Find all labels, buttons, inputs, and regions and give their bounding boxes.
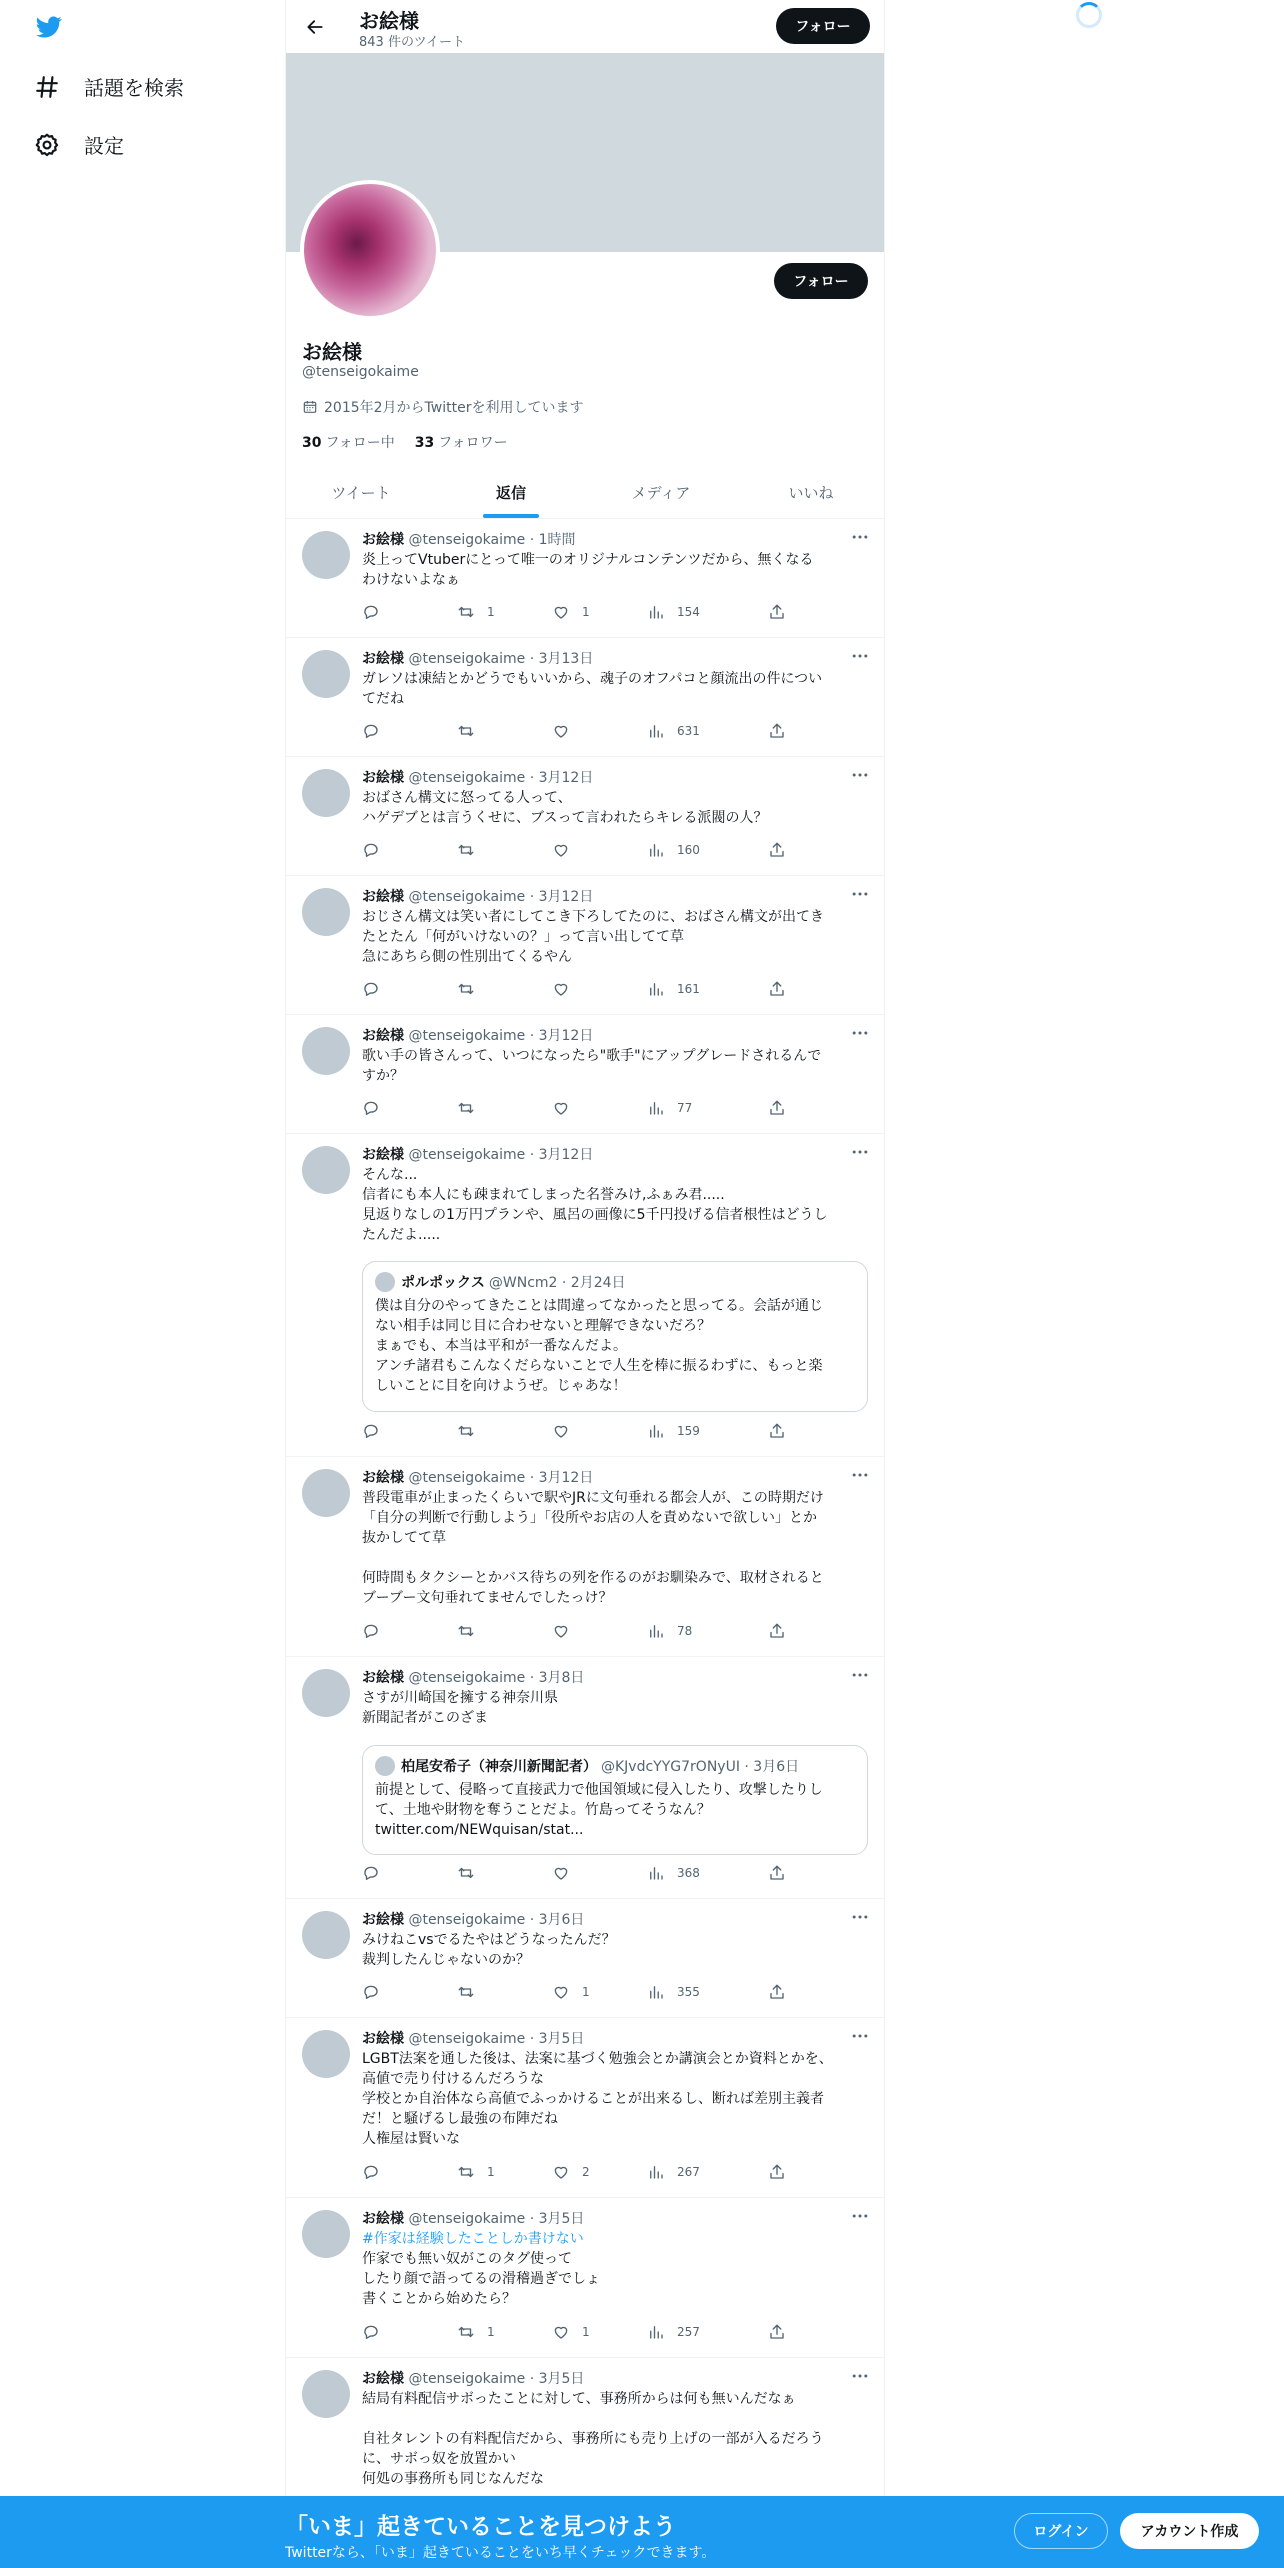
tweet-text: おじさん構文は笑い者にしてこき下ろしてたのに、おばさん構文が出てき たとたん「何がいけないの？」って言い出してて草 急にあちら側の性別出てくるやん [362, 909, 824, 965]
tweet-author-name[interactable]: お絵様 [362, 2371, 404, 2387]
tweet-avatar[interactable] [302, 650, 350, 698]
views-chart-icon [647, 1422, 665, 1440]
reply-icon [362, 1864, 380, 1882]
views-count: 77 [677, 1101, 693, 1115]
share-icon [768, 1622, 786, 1640]
tweet-author-name[interactable]: お絵様 [362, 532, 404, 548]
heart-icon [552, 603, 570, 621]
views-button[interactable] [647, 2163, 700, 2181]
heart-icon [552, 1099, 570, 1117]
profile-column [285, 0, 885, 2568]
quote-avatar [375, 1756, 395, 1776]
quote-author-name: 柏尾安希子（神奈川新聞記者） [401, 1759, 597, 1775]
tweet[interactable] [286, 2018, 885, 2198]
tweet-meta[interactable]: @tenseigokaime · 3月12日 [408, 1470, 594, 1486]
views-chart-icon [647, 1099, 665, 1117]
like-button[interactable] [552, 1422, 582, 1440]
tweet-avatar[interactable] [302, 1146, 350, 1194]
quote-header [375, 1756, 855, 1776]
profile-follow-button[interactable]: フォロー [774, 263, 868, 299]
tweet-author-name[interactable]: お絵様 [362, 651, 404, 667]
tweet-actions [362, 603, 792, 623]
tweet[interactable] [286, 1899, 885, 2018]
retweet-icon [457, 2323, 475, 2341]
retweet-count: 1 [487, 605, 495, 619]
views-chart-icon [647, 841, 665, 859]
tweet-header [362, 886, 593, 906]
tweet-author-name[interactable]: お絵様 [362, 1912, 404, 1928]
retweet-icon [457, 1099, 475, 1117]
retweet-icon [457, 722, 475, 740]
retweet-count: 1 [487, 2165, 495, 2179]
tweet-actions [362, 2163, 792, 2183]
retweet-icon [457, 1422, 475, 1440]
signup-prompt-bar [0, 2496, 1284, 2568]
like-button[interactable] [552, 2163, 590, 2181]
share-icon [768, 1099, 786, 1117]
tweet-avatar[interactable] [302, 769, 350, 817]
followers-link[interactable] [415, 432, 508, 452]
views-count: 159 [677, 1424, 700, 1438]
share-button[interactable] [768, 1864, 786, 1882]
retweet-icon [457, 1983, 475, 2001]
twitter-bird-icon[interactable] [34, 14, 64, 40]
views-button[interactable] [647, 1622, 692, 1640]
tweet-hashtag-link[interactable]: #作家は経験したことしか書けない [362, 2231, 584, 2247]
tweet-avatar[interactable] [302, 531, 350, 579]
like-button[interactable] [552, 1864, 582, 1882]
tweet-actions [362, 1099, 792, 1119]
following-link[interactable] [302, 432, 395, 452]
views-button[interactable] [647, 722, 700, 740]
tab-replies[interactable] [436, 466, 586, 518]
tweet-actions [362, 722, 792, 742]
views-count: 631 [677, 724, 700, 738]
reply-icon [362, 1099, 380, 1117]
like-count: 1 [582, 1985, 590, 1999]
reply-button[interactable] [362, 2163, 380, 2181]
tweet-actions [362, 1983, 792, 2003]
tweet-avatar[interactable] [302, 2210, 350, 2258]
views-button[interactable] [647, 1864, 700, 1882]
tweet[interactable] [286, 1457, 885, 1657]
views-button[interactable] [647, 1422, 700, 1440]
tab-replies-label: 返信 [495, 483, 526, 502]
tweet-text: そんな... 信者にも本人にも疎まれてしまった名誉みけ,ふぁみ君..... 見返りなしの1万円プランや、風呂の画像に5千円投げる信者根性はどうし たんだよ..... [362, 1167, 828, 1243]
retweet-button[interactable] [457, 1099, 487, 1117]
tweet-text: 作家でも無い奴がこのタグ使って したり顔で語ってるの滑稽過ぎでしょ 書くことから始めたら？ [362, 2251, 600, 2307]
tweet-header [362, 1144, 593, 1164]
profile-name: お絵様 [302, 340, 362, 364]
views-button[interactable] [647, 1099, 692, 1117]
nav-explore-label: 話題を検索 [84, 76, 184, 100]
views-count: 257 [677, 2325, 700, 2339]
reply-icon [362, 2323, 380, 2341]
tweet-author-name[interactable]: お絵様 [362, 770, 404, 786]
retweet-button[interactable] [457, 1422, 487, 1440]
reply-icon [362, 1622, 380, 1640]
reply-button[interactable] [362, 1983, 380, 2001]
more-options-icon[interactable] [850, 2026, 870, 2046]
tweet-text-block [362, 1930, 867, 1970]
retweet-button[interactable] [457, 1622, 487, 1640]
tweet[interactable] [286, 1015, 885, 1134]
loading-spinner-icon [1076, 2, 1102, 28]
quote-author-name: ポルポックス [401, 1275, 485, 1291]
retweet-button[interactable] [457, 1864, 487, 1882]
profile-header-bar [286, 0, 885, 53]
tweet-meta[interactable]: @tenseigokaime · 3月5日 [408, 2371, 585, 2387]
tweet-text-block [362, 1165, 867, 1245]
tab-tweets-label: ツイート [331, 483, 391, 502]
header-follow-button[interactable]: フォロー [776, 8, 870, 44]
tab-media[interactable] [586, 466, 736, 518]
tweet[interactable] [286, 638, 885, 757]
tweet-header [362, 529, 576, 549]
heart-icon [552, 1422, 570, 1440]
profile-joined [302, 397, 583, 417]
more-options-icon[interactable] [850, 884, 870, 904]
tweet-actions [362, 841, 792, 861]
profile-joined-text: 2015年2月からTwitterを利用しています [324, 400, 584, 416]
profile-stats [302, 432, 528, 452]
profile-avatar[interactable] [300, 180, 440, 320]
signup-button[interactable]: アカウント作成 [1120, 2513, 1259, 2549]
tweet-author-name[interactable]: お絵様 [362, 889, 404, 905]
quote-meta: @KJvdcYYG7rONyUI · 3月6日 [601, 1759, 800, 1775]
login-button[interactable]: ログイン [1014, 2513, 1108, 2549]
share-button[interactable] [768, 1099, 786, 1117]
tweet-header [362, 1467, 593, 1487]
views-count: 154 [677, 605, 700, 619]
tweet-meta[interactable]: @tenseigokaime · 3月12日 [408, 1147, 594, 1163]
retweet-button[interactable] [457, 722, 487, 740]
like-count: 1 [582, 605, 590, 619]
retweet-button[interactable] [457, 603, 495, 621]
views-count: 368 [677, 1866, 700, 1880]
tab-media-label: メディア [631, 483, 691, 502]
share-icon [768, 980, 786, 998]
followers-label: フォロワー [438, 435, 508, 451]
tweet-text-block [362, 1688, 867, 1728]
tweet-header [362, 2028, 584, 2048]
tab-likes-label: いいね [788, 483, 834, 502]
views-button[interactable] [647, 2323, 700, 2341]
views-button[interactable] [647, 1983, 700, 2001]
tweet-text-block [362, 2049, 867, 2149]
like-button[interactable] [552, 980, 582, 998]
tweet-text-block [362, 550, 867, 590]
heart-icon [552, 841, 570, 859]
reply-icon [362, 841, 380, 859]
reply-button[interactable] [362, 1422, 380, 1440]
heart-icon [552, 1983, 570, 2001]
back-button[interactable] [300, 12, 330, 42]
nav-settings-label: 設定 [84, 134, 124, 158]
tweet-text: おばさん構文に怒ってる人って、 ハゲデブとは言うくせに、ブスって言われたらキレる派閥の人？ [362, 790, 768, 826]
tweet-text: みけねこvsでるたやはどうなったんだ？ 裁判したんじゃないのか？ [362, 1932, 616, 1968]
active-tab-indicator [483, 514, 539, 518]
heart-icon [552, 2323, 570, 2341]
retweet-icon [457, 1622, 475, 1640]
tweet-text: 歌い手の皆さんって、いつになったら"歌手"にアップグレードされるんで すか？ [362, 1048, 822, 1084]
quote-avatar [375, 1272, 395, 1292]
retweet-icon [457, 980, 475, 998]
following-count: 30 [302, 435, 322, 451]
tweet-text-block [362, 2229, 867, 2309]
share-icon [768, 603, 786, 621]
retweet-button[interactable] [457, 2163, 495, 2181]
reply-button[interactable] [362, 1622, 380, 1640]
tweet-author-name[interactable]: お絵様 [362, 1670, 404, 1686]
header-profile-name: お絵様 [359, 9, 419, 33]
more-options-icon[interactable] [850, 1023, 870, 1043]
tweet[interactable] [286, 2358, 885, 2518]
quote-tweet[interactable] [362, 1261, 868, 1412]
share-button[interactable] [768, 2323, 786, 2341]
profile-avatar-image [304, 184, 436, 316]
tweet-meta[interactable]: @tenseigokaime · 3月5日 [408, 2031, 585, 2047]
tweet-header [362, 1909, 584, 1929]
tweet-actions [362, 1622, 792, 1642]
tweet-text: さすが川崎国を擁する神奈川県 新聞記者がこのざま [362, 1690, 558, 1726]
tweet-text-block [362, 669, 867, 709]
following-label: フォロー中 [325, 435, 395, 451]
views-count: 161 [677, 982, 700, 996]
quote-text: 前提として、侵略って直接武力で他国領域に侵入したり、攻撃したりし て、土地や財物を奪うことだよ。竹島ってそうなん？ twitter.com/NEWquisan/stat... [375, 1782, 823, 1838]
heart-icon [552, 1864, 570, 1882]
tweet-actions [362, 980, 792, 1000]
tweet-avatar[interactable] [302, 888, 350, 936]
tweet-header [362, 2368, 584, 2388]
views-chart-icon [647, 2323, 665, 2341]
quote-text: 僕は自分のやってきたことは間違ってなかったと思ってる。会話が通じ ない相手は同じ目に合わせないと理解できないだろ？ まぁでも、本当は平和が一番なんだよ。 アンチ諸君もこんなくだらないことで人生を棒に振るわずに、もっと楽 しいことに目を向けようぜ。じゃあな！ [375, 1298, 823, 1394]
like-button[interactable] [552, 603, 590, 621]
views-chart-icon [647, 1622, 665, 1640]
tweet[interactable] [286, 1657, 885, 1899]
nav-explore[interactable] [34, 72, 184, 101]
gear-icon [34, 132, 60, 158]
tweet-header [362, 1667, 584, 1687]
reply-icon [362, 2163, 380, 2181]
tweet-actions [362, 1422, 792, 1442]
reply-icon [362, 980, 380, 998]
quote-tweet[interactable] [362, 1745, 868, 1855]
tweet-meta[interactable]: @tenseigokaime · 3月13日 [408, 651, 594, 667]
tweet-avatar[interactable] [302, 2030, 350, 2078]
tweet[interactable] [286, 876, 885, 1015]
tweet-avatar[interactable] [302, 1669, 350, 1717]
tweet-text-block [362, 788, 867, 828]
more-options-icon[interactable] [850, 2366, 870, 2386]
more-options-icon[interactable] [850, 1665, 870, 1685]
share-icon [768, 1422, 786, 1440]
tab-tweets[interactable] [286, 466, 436, 518]
like-count: 2 [582, 2165, 590, 2179]
retweet-count: 1 [487, 2325, 495, 2339]
share-icon [768, 2323, 786, 2341]
arrow-left-icon [305, 17, 325, 37]
like-button[interactable] [552, 1099, 582, 1117]
tweet-actions [362, 2323, 792, 2343]
tweet-text: LGBT法案を通した後は、法案に基づく勉強会とか講演会とか資料とかを、 高値で売り付けるんだろうな 学校とか自治体なら高値でふっかけることが出来るし、断れば差別主義者 だ！と騒げるし最強の布陣だね 人権屋は賢いな [362, 2051, 833, 2147]
views-chart-icon [647, 722, 665, 740]
retweet-button[interactable] [457, 841, 487, 859]
tweet-author-name[interactable]: お絵様 [362, 1147, 404, 1163]
views-count: 267 [677, 2165, 700, 2179]
more-options-icon[interactable] [850, 527, 870, 547]
header-tweet-count: 843 件のツイート [359, 35, 466, 50]
views-chart-icon [647, 603, 665, 621]
like-button[interactable] [552, 1622, 582, 1640]
heart-icon [552, 722, 570, 740]
reply-button[interactable] [362, 841, 380, 859]
share-icon [768, 2163, 786, 2181]
more-options-icon[interactable] [850, 646, 870, 666]
tweet-avatar[interactable] [302, 2370, 350, 2418]
tweet-meta[interactable]: @tenseigokaime · 3月5日 [408, 2211, 585, 2227]
views-button[interactable] [647, 603, 700, 621]
heart-icon [552, 980, 570, 998]
tweet-author-name[interactable]: お絵様 [362, 2211, 404, 2227]
share-button[interactable] [768, 841, 786, 859]
reply-icon [362, 1422, 380, 1440]
tweet-meta[interactable]: @tenseigokaime · 3月12日 [408, 770, 594, 786]
tweet[interactable] [286, 519, 885, 638]
tweet-text: 結局有料配信サボったことに対して、事務所からは何も無いんだなぁ 自社タレントの有料配信だから、事務所にも売り上げの一部が入るだろう に、サボっ奴を放置かい 何処の事務所も同じなんだな [362, 2391, 824, 2487]
profile-tabs [286, 466, 885, 519]
more-options-icon[interactable] [850, 1465, 870, 1485]
retweet-button[interactable] [457, 2323, 495, 2341]
more-options-icon[interactable] [850, 1907, 870, 1927]
tweet-meta[interactable]: @tenseigokaime · 3月12日 [408, 889, 594, 905]
tweet-avatar[interactable] [302, 1469, 350, 1517]
views-button[interactable] [647, 841, 700, 859]
more-options-icon[interactable] [850, 765, 870, 785]
tweet-meta[interactable]: @tenseigokaime · 3月8日 [408, 1670, 585, 1686]
views-count: 355 [677, 1985, 700, 1999]
reply-button[interactable] [362, 603, 380, 621]
views-chart-icon [647, 1983, 665, 2001]
tweet-actions [362, 1864, 792, 1884]
share-button[interactable] [768, 1422, 786, 1440]
tweet-text-block [362, 2389, 867, 2489]
share-button[interactable] [768, 603, 786, 621]
share-button[interactable] [768, 722, 786, 740]
heart-icon [552, 2163, 570, 2181]
reply-button[interactable] [362, 2323, 380, 2341]
tab-likes[interactable] [736, 466, 885, 518]
heart-icon [552, 1622, 570, 1640]
retweet-icon [457, 841, 475, 859]
tweet-author-name[interactable]: お絵様 [362, 2031, 404, 2047]
reply-icon [362, 1983, 380, 2001]
like-button[interactable] [552, 1983, 590, 2001]
retweet-icon [457, 2163, 475, 2181]
quote-meta: @WNcm2 · 2月24日 [488, 1275, 626, 1291]
followers-count: 33 [414, 435, 435, 451]
signup-prompt-title: 「いま」起きていることを見つけよう [285, 2514, 676, 2540]
tweet-author-name[interactable]: お絵様 [362, 1470, 404, 1486]
share-button[interactable] [768, 1622, 786, 1640]
tweet-meta[interactable]: @tenseigokaime · 3月6日 [408, 1912, 585, 1928]
tweet-text: 普段電車が止まったくらいで駅やJRに文句垂れる都会人が、この時期だけ 「自分の判断で行動しよう」「役所やお店の人を責めないで欲しい」とか 抜かしてて草 何時間もタクシーとかバス待ちの列を作るのがお馴染みで、取材されると ブーブー文句垂れてませんでしたっけ？ [362, 1490, 824, 1606]
tweet-header [362, 1025, 593, 1045]
tweet[interactable] [286, 2198, 885, 2358]
views-chart-icon [647, 980, 665, 998]
like-button[interactable] [552, 722, 582, 740]
views-button[interactable] [647, 980, 700, 998]
hashtag-icon [34, 74, 60, 100]
share-icon [768, 722, 786, 740]
tweet[interactable] [286, 757, 885, 876]
reply-button[interactable] [362, 980, 380, 998]
tweet-author-name[interactable]: お絵様 [362, 1028, 404, 1044]
quote-header [375, 1272, 855, 1292]
like-button[interactable] [552, 2323, 590, 2341]
tweet-text-block [362, 1046, 867, 1086]
views-chart-icon [647, 1864, 665, 1882]
calendar-icon [302, 399, 318, 415]
share-button[interactable] [768, 980, 786, 998]
reply-icon [362, 603, 380, 621]
like-button[interactable] [552, 841, 582, 859]
share-icon [768, 1864, 786, 1882]
tweet-text-block [362, 907, 867, 967]
reply-button[interactable] [362, 722, 380, 740]
retweet-icon [457, 603, 475, 621]
tweet-text: 炎上ってVtuberにとって唯一のオリジナルコンテンツだから、無くなる わけないよなぁ [362, 552, 814, 588]
tweet-header [362, 767, 593, 787]
retweet-icon [457, 1864, 475, 1882]
share-button[interactable] [768, 2163, 786, 2181]
views-count: 160 [677, 843, 700, 857]
tweet[interactable] [286, 1134, 885, 1457]
more-options-icon[interactable] [850, 2206, 870, 2226]
share-icon [768, 841, 786, 859]
tweet-meta[interactable]: @tenseigokaime · 3月12日 [408, 1028, 594, 1044]
views-chart-icon [647, 2163, 665, 2181]
views-count: 78 [677, 1624, 693, 1638]
profile-handle: @tenseigokaime [302, 364, 419, 380]
tweet-header [362, 648, 593, 668]
like-count: 1 [582, 2325, 590, 2339]
tweet-header [362, 2208, 584, 2228]
reply-button[interactable] [362, 1864, 380, 1882]
tweet-text: ガレソは凍結とかどうでもいいから、魂子のオフパコと顔流出の件につい てだね [362, 671, 823, 707]
nav-settings[interactable] [34, 130, 124, 159]
share-icon [768, 1983, 786, 2001]
share-button[interactable] [768, 1983, 786, 2001]
tweet-meta[interactable]: @tenseigokaime · 1時間 [408, 532, 576, 548]
tweet-avatar[interactable] [302, 1027, 350, 1075]
reply-button[interactable] [362, 1099, 380, 1117]
retweet-button[interactable] [457, 1983, 487, 2001]
reply-icon [362, 722, 380, 740]
more-options-icon[interactable] [850, 1142, 870, 1162]
signup-prompt-subtitle: Twitterなら、「いま」起きていることをいち早くチェックできます。 [285, 2545, 716, 2561]
tweet-text-block [362, 1488, 867, 1608]
retweet-button[interactable] [457, 980, 487, 998]
tweet-avatar[interactable] [302, 1911, 350, 1959]
